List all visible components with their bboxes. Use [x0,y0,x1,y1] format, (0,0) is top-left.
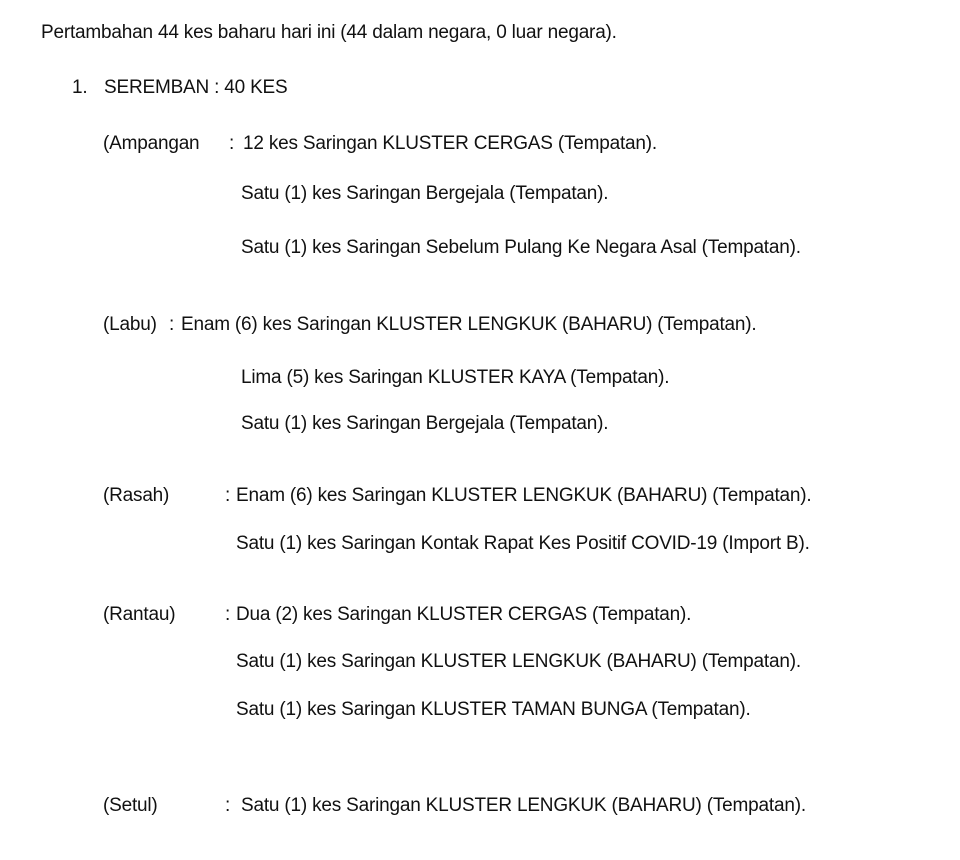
case-line-ampangan-3: Satu (1) kes Saringan Sebelum Pulang Ke Negara Asal (Tempatan). [241,237,801,258]
list-item-number: 1. [72,77,88,98]
case-line-rantau-3: Satu (1) kes Saringan KLUSTER TAMAN BUNGA (Tempatan). [236,699,751,720]
case-line-rantau-2: Satu (1) kes Saringan KLUSTER LENGKUK (BAHARU) (Tempatan). [236,651,801,672]
case-line-ampangan-1: 12 kes Saringan KLUSTER CERGAS (Tempatan). [243,133,657,154]
area-label-ampangan: (Ampangan [103,133,200,154]
intro-text: Pertambahan 44 kes baharu hari ini (44 dalam negara, 0 luar negara). [41,22,617,43]
area-label-rasah: (Rasah) [103,485,170,506]
case-line-labu-2: Lima (5) kes Saringan KLUSTER KAYA (Tempatan). [241,367,670,388]
list-item-title: SEREMBAN : 40 KES [104,77,288,98]
area-separator-rantau: : [225,604,231,625]
area-separator-setul: : [225,795,231,816]
case-line-setul-1: Satu (1) kes Saringan KLUSTER LENGKUK (BAHARU) (Tempatan). [241,795,806,816]
area-separator-ampangan: : [229,133,235,154]
area-separator-rasah: : [225,485,231,506]
case-line-ampangan-2: Satu (1) kes Saringan Bergejala (Tempatan). [241,183,609,204]
case-line-labu-3: Satu (1) kes Saringan Bergejala (Tempatan). [241,413,609,434]
area-label-rantau: (Rantau) [103,604,176,625]
case-line-rasah-2: Satu (1) kes Saringan Kontak Rapat Kes Positif COVID-19 (Import B). [236,533,810,554]
area-separator-labu: : [169,314,175,335]
area-label-setul: (Setul) [103,795,158,816]
case-line-rantau-1: Dua (2) kes Saringan KLUSTER CERGAS (Tempatan). [236,604,692,625]
case-line-rasah-1: Enam (6) kes Saringan KLUSTER LENGKUK (BAHARU) (Tempatan). [236,485,812,506]
case-line-labu-1: Enam (6) kes Saringan KLUSTER LENGKUK (BAHARU) (Tempatan). [181,314,757,335]
area-label-labu: (Labu) [103,314,157,335]
